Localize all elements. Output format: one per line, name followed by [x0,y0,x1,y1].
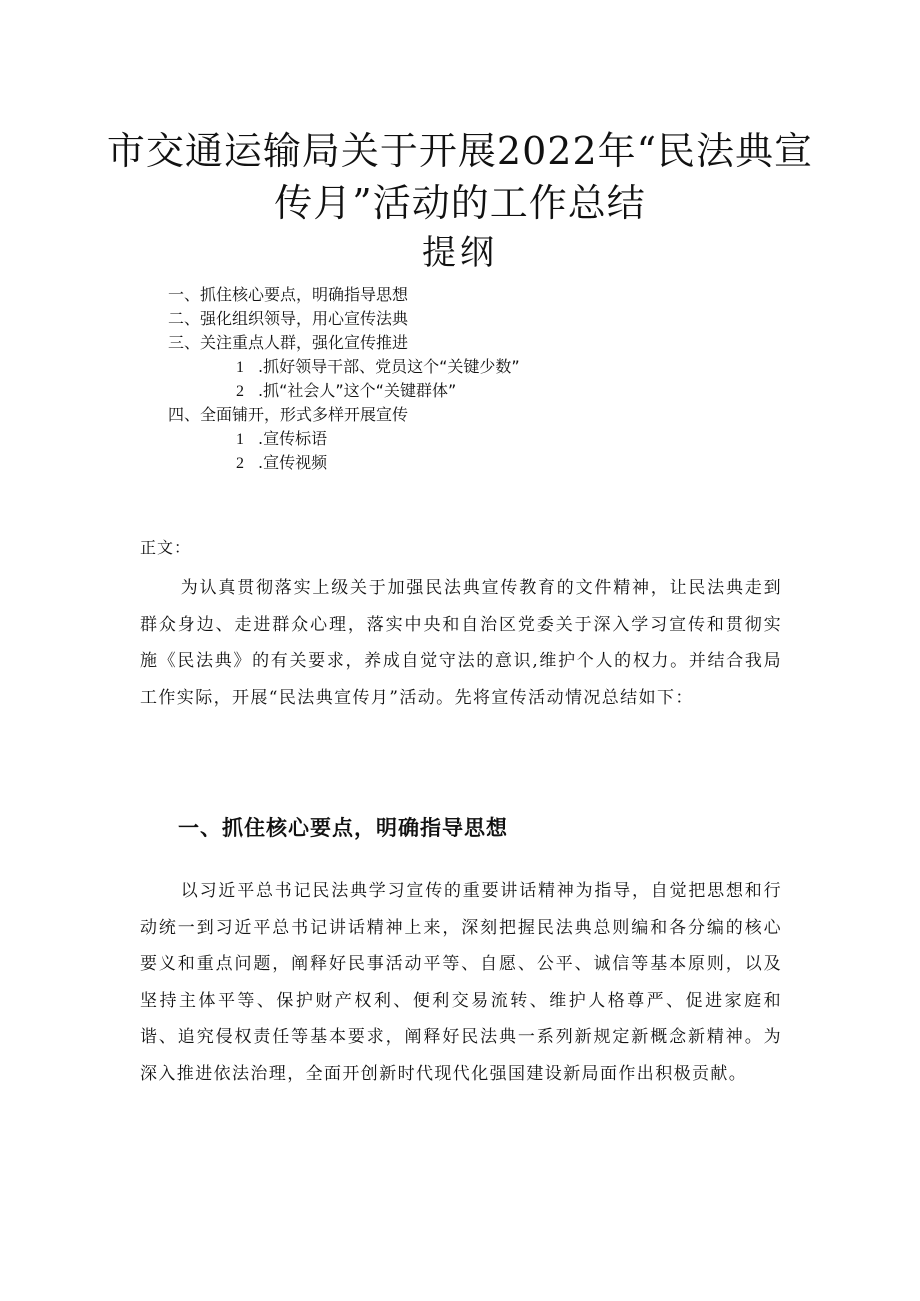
document-title-line-2: 传月”活动的工作总结 [274,181,646,225]
outline-list [168,283,808,475]
outline-subitem [168,451,808,475]
outline-subitem [168,379,808,403]
outline-subitem [168,427,808,451]
outline-subitem [168,355,808,379]
document-subtitle: 提纲 [422,233,498,273]
outline-subitem-number: 2 [236,383,244,400]
outline-item [168,403,808,427]
intro-paragraph: 为认真贯彻落实上级关于加强民法典宣传教育的文件精神，让民法典走到群众身边、走进群众心理，落实中央和自治区党委关于深入学习宣传和贯彻实施《民法典》的有关要求，养成自觉守法的意识,维护个人的权力。并结合我局工作实际，开展“民法典宣传月”活动。先将宣传活动情况总结如下： [140,578,782,708]
outline-item-text: 二、强化组织领导，用心宣传法典 [168,309,409,328]
outline-item-text: 一、抓住核心要点，明确指导思想 [168,285,409,304]
outline-subitem-text: .抓“社会人”这个“关键群体” [258,381,457,400]
document-title-line-1: 市交通运输局关于开展2022年“民法典宣 [106,129,814,173]
outline-item-text: 四、全面铺开，形式多样开展宣传 [168,405,409,424]
outline-item [168,307,808,331]
outline-item [168,331,808,355]
body-label: 正文： [140,538,192,557]
outline-subitem-number: 1 [236,359,244,376]
outline-subitem-number: 2 [236,455,244,472]
outline-subitem-number: 1 [236,431,244,448]
section-heading: 一、抓住核心要点，明确指导思想 [178,816,508,840]
outline-item-text: 三、关注重点人群，强化宣传推进 [168,333,409,352]
outline-item [168,283,808,307]
outline-subitem-text: .宣传标语 [258,429,328,448]
section-1-paragraph: 以习近平总书记民法典学习宣传的重要讲话精神为指导，自觉把思想和行动统一到习近平总书记讲话精神上来，深刻把握民法典总则编和各分编的核心要义和重点问题，阐释好民事活动平等、自愿、公平、诚信等基本原则，以及坚持主体平等、保护财产权利、便利交易流转、维护人格尊严、促进家庭和谐、追究侵权责任等基本要求，阐释好民法典一系列新规定新概念新精神。为深入推进依法治理，全面开创新时代现代化强国建设新局面作出积极贡献。 [140,881,782,1084]
outline-subitem-text: .宣传视频 [258,453,328,472]
outline-subitem-text: .抓好领导干部、党员这个“关键少数” [258,357,520,376]
